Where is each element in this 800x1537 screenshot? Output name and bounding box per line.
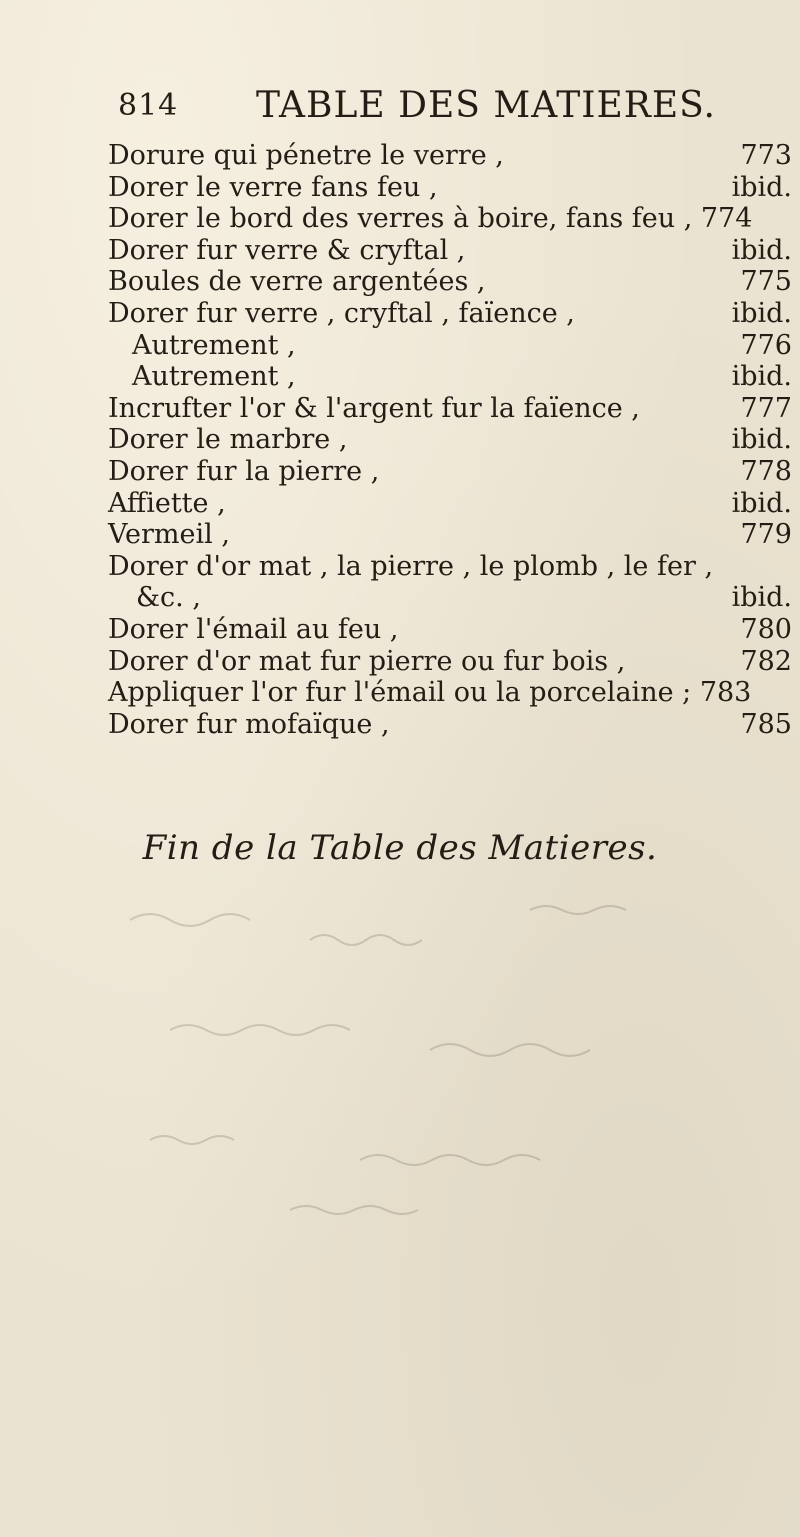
page-number: 814	[118, 88, 179, 123]
entry-page-ref: 782	[740, 645, 792, 677]
index-entry	[108, 614, 792, 646]
index-entry	[108, 330, 792, 362]
index-entry	[108, 266, 792, 298]
entry-text: Dorer le marbre ,	[108, 424, 348, 456]
index-entry	[108, 709, 792, 741]
entry-text: Dorer fur mofaïque ,	[108, 708, 390, 740]
entry-text: Appliquer l'or fur l'émail ou la porcelaine ; 783	[108, 677, 752, 709]
entry-page-ref: ibid.	[731, 582, 792, 614]
index-entry-list	[108, 140, 792, 740]
entry-page-ref: ibid.	[731, 297, 792, 329]
entry-page-ref: 776	[740, 329, 792, 361]
index-entry	[108, 424, 792, 456]
entry-text: Dorer fur verre & cryftal ,	[108, 234, 466, 266]
entry-text: Dorer fur la pierre ,	[108, 455, 380, 487]
entry-text: Dorer le verre fans feu ,	[108, 171, 438, 203]
entry-text: Incrufter l'or & l'argent fur la faïence ,	[108, 392, 640, 424]
entry-text: Dorer d'or mat , la pierre , le plomb , le fer ,	[108, 550, 714, 582]
index-entry	[108, 677, 792, 709]
entry-page-ref: 785	[740, 708, 792, 740]
entry-page-ref: ibid.	[731, 487, 792, 519]
index-entry	[108, 140, 792, 172]
entry-text: Dorer le bord des verres à boire, fans feu , 774	[108, 203, 753, 235]
entry-page-ref: ibid.	[731, 234, 792, 266]
entry-page-ref: 777	[740, 392, 792, 424]
entry-text: Dorer l'émail au feu ,	[108, 613, 399, 645]
index-entry	[108, 172, 792, 204]
index-entry	[108, 393, 792, 425]
entry-page-ref: ibid.	[731, 361, 792, 393]
end-note: Fin de la Table des Matieres.	[142, 828, 658, 868]
entry-page-ref: ibid.	[731, 171, 792, 203]
entry-text: Autrement ,	[132, 329, 296, 361]
entry-text: Affiette ,	[108, 487, 226, 519]
index-entry	[108, 551, 792, 583]
entry-page-ref: 780	[740, 613, 792, 645]
show-through-texture	[110, 880, 730, 1240]
entry-page-ref: 779	[740, 519, 792, 551]
entry-page-ref: ibid.	[731, 424, 792, 456]
entry-text: Dorure qui pénetre le verre ,	[108, 140, 504, 171]
entry-text: Autrement ,	[132, 361, 296, 393]
index-entry	[108, 582, 792, 614]
index-entry	[108, 361, 792, 393]
entry-text: Boules de verre argentées ,	[108, 266, 486, 298]
page-header	[118, 84, 718, 128]
index-entry	[108, 235, 792, 267]
entry-page-ref: 773	[740, 140, 792, 171]
index-entry	[108, 646, 792, 678]
index-entry	[108, 203, 792, 235]
index-entry	[108, 488, 792, 520]
entry-text: Dorer fur verre , cryftal , faïence ,	[108, 297, 575, 329]
entry-text: Dorer d'or mat fur pierre ou fur bois ,	[108, 645, 626, 677]
index-entry	[108, 519, 792, 551]
entry-text: Vermeil ,	[108, 519, 230, 551]
entry-page-ref: 778	[740, 455, 792, 487]
index-entry	[108, 456, 792, 488]
entry-page-ref: 775	[740, 266, 792, 298]
running-title: TABLE DES MATIERES.	[256, 85, 716, 126]
index-entry	[108, 298, 792, 330]
entry-text: &c. ,	[136, 582, 201, 614]
